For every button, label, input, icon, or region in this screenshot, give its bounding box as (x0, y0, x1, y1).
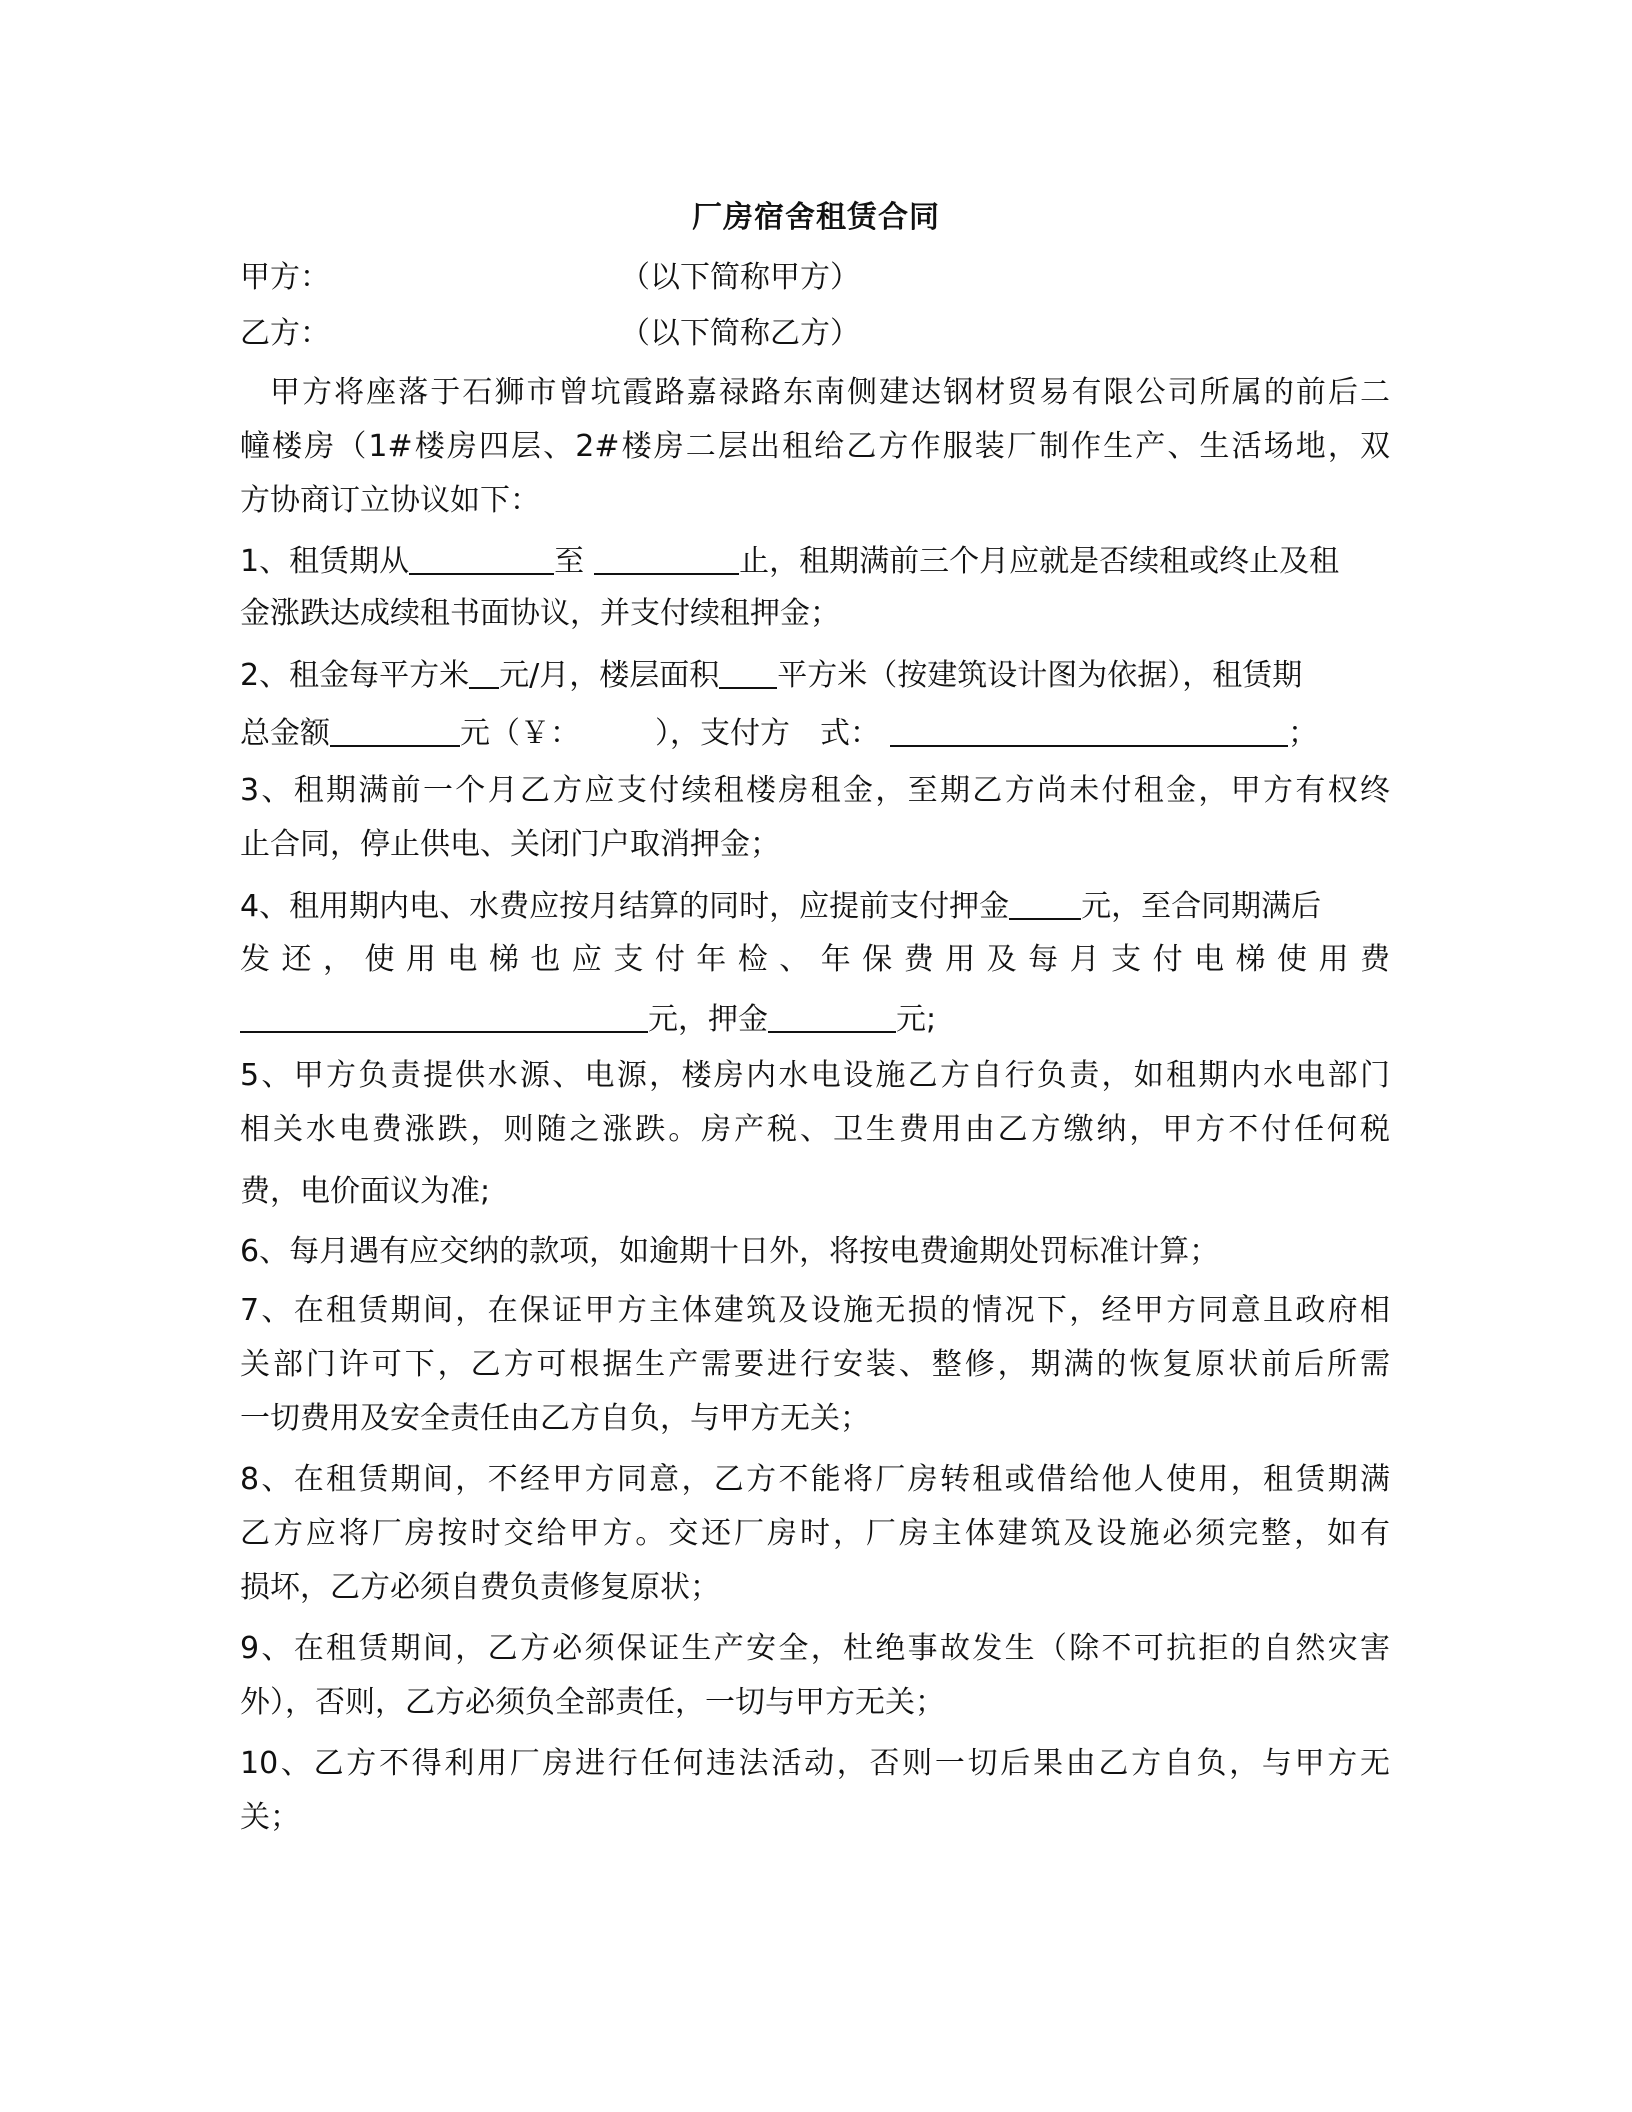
clause-9-line-2: 外），否则，乙方必须负全部责任，一切与甲方无关； (240, 1685, 945, 1720)
clause-2-text-d: 总金额 (240, 716, 330, 751)
clause-3-line-1: 3、租期满前一个月乙方应支付续租楼房租金，至期乙方尚未付租金，甲方有权终 (240, 773, 1390, 808)
clause-4-text-b: 元，至合同期满后 (1081, 889, 1322, 924)
elevator-fee-blank[interactable] (240, 1001, 648, 1033)
clause-1-line-1 (240, 542, 1390, 582)
clause-1-line-2: 金涨跌达成续租书面协议，并支付续租押金； (240, 596, 840, 631)
clause-4-text-d: 元; (896, 1002, 937, 1037)
clause-1-text-c: 止，租期满前三个月应就是否续租或终止及租 (739, 544, 1340, 579)
clause-2-line-1 (240, 656, 1390, 696)
party-a-line (240, 258, 1390, 298)
clause-6-line-1: 6、每月遇有应交纳的款项，如逾期十日外，将按电费逾期处罚标准计算； (240, 1234, 1220, 1269)
party-a-note: （以下简称甲方） (620, 260, 860, 295)
clause-2-text-e: 元（￥： ），支付方 式： (460, 716, 880, 751)
clause-4-text-c: 元，押金 (648, 1002, 768, 1037)
deposit-blank[interactable] (1009, 888, 1081, 920)
clause-2-line-2 (240, 714, 1390, 754)
end-date-blank[interactable] (594, 543, 739, 575)
clause-8-line-3: 损坏，乙方必须自费负责修复原状； (240, 1570, 720, 1605)
party-b-line (240, 314, 1390, 354)
clause-4-line-2: 发还，使用电梯也应支付年检、年保费用及每月支付电梯使用费 (240, 942, 1390, 977)
clause-2-text-f: ； (1288, 716, 1318, 751)
clause-4-text-a: 4、租用期内电、水费应按月结算的同时，应提前支付押金 (240, 889, 1010, 924)
party-b-note: （以下简称乙方） (620, 316, 860, 351)
elevator-deposit-blank[interactable] (768, 1001, 896, 1033)
clause-2-text-b: 元/月，楼层面积 (499, 658, 720, 693)
intro-line-1: 甲方将座落于石狮市曾坑霞路嘉禄路东南侧建达钢材贸易有限公司所属的前后二 (270, 375, 1390, 410)
party-b-label: 乙方： (240, 316, 330, 351)
clause-3-line-2: 止合同，停止供电、关闭门户取消押金； (240, 827, 780, 862)
clause-10-line-1: 10、乙方不得利用厂房进行任何违法活动，否则一切后果由乙方自负，与甲方无 (240, 1746, 1390, 1781)
clause-7-line-2: 关部门许可下，乙方可根据生产需要进行安装、整修，期满的恢复原状前后所需 (240, 1347, 1390, 1382)
clause-7-line-3: 一切费用及安全责任由乙方自负，与甲方无关； (240, 1401, 870, 1436)
payment-method-blank[interactable] (890, 715, 1288, 747)
clause-2-text-c: 平方米（按建筑设计图为依据），租赁期 (777, 658, 1303, 693)
clause-10-line-2: 关； (240, 1800, 300, 1835)
clause-4-line-3 (240, 1000, 1390, 1040)
total-amount-blank[interactable] (330, 715, 460, 747)
clause-1-text-b: 至 (554, 544, 585, 579)
document-title: 厂房宿舍租赁合同 (692, 200, 940, 235)
clause-7-line-1: 7、在租赁期间，在保证甲方主体建筑及设施无损的情况下，经甲方同意且政府相 (240, 1293, 1390, 1328)
clause-5-line-2: 相关水电费涨跌，则随之涨跌。房产税、卫生费用由乙方缴纳，甲方不付任何税 (240, 1112, 1390, 1147)
intro-line-3: 方协商订立协议如下： (240, 483, 540, 518)
rent-per-sqm-blank[interactable] (469, 657, 499, 689)
party-a-label: 甲方： (240, 260, 330, 295)
start-date-blank[interactable] (409, 543, 554, 575)
clause-2-text-a: 2、租金每平方米 (240, 658, 470, 693)
clause-1-text-a: 1、租赁期从 (240, 544, 410, 579)
clause-4-line-1 (240, 887, 1390, 927)
intro-line-2: 幢楼房（1#楼房四层、2#楼房二层出租给乙方作服装厂制作生产、生活场地，双 (240, 429, 1390, 464)
clause-5-line-1: 5、甲方负责提供水源、电源，楼房内水电设施乙方自行负责，如租期内水电部门 (240, 1058, 1390, 1093)
clause-8-line-2: 乙方应将厂房按时交给甲方。交还厂房时，厂房主体建筑及设施必须完整，如有 (240, 1516, 1390, 1551)
floor-area-blank[interactable] (719, 657, 777, 689)
clause-9-line-1: 9、在租赁期间，乙方必须保证生产安全，杜绝事故发生（除不可抗拒的自然灾害 (240, 1631, 1390, 1666)
clause-5-line-3: 费，电价面议为准; (240, 1174, 491, 1209)
clause-8-line-1: 8、在租赁期间，不经甲方同意，乙方不能将厂房转租或借给他人使用，租赁期满 (240, 1462, 1390, 1497)
